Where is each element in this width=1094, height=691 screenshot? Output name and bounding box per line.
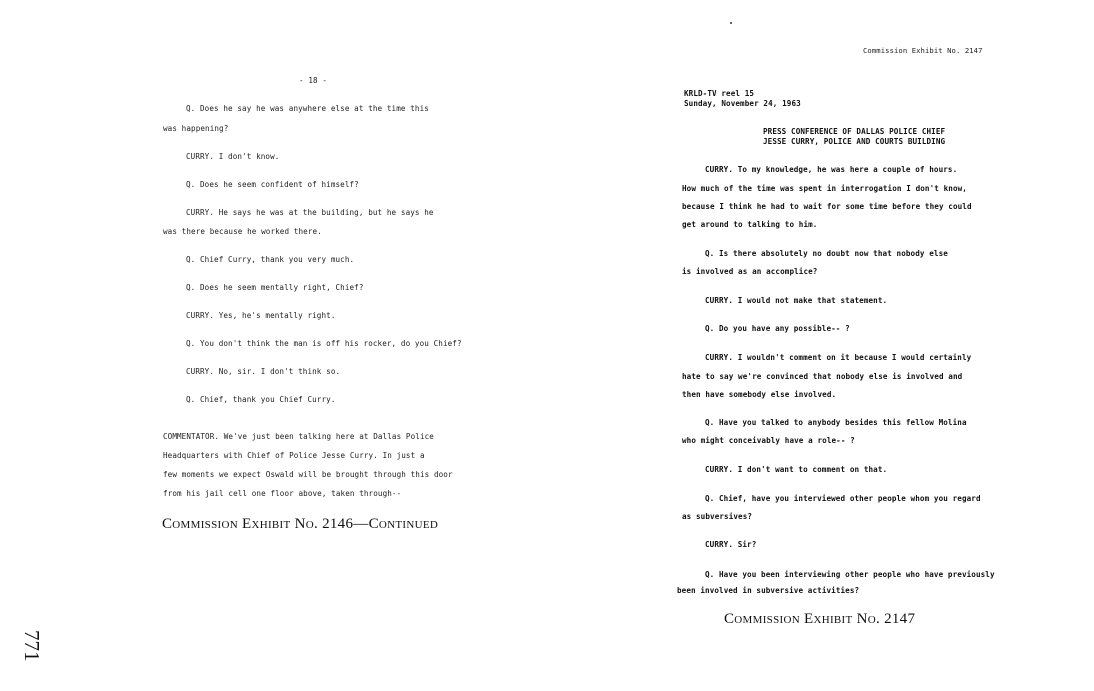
transcript-line: How much of the time was spent in interrogation I don't know, — [682, 184, 967, 193]
document-title: PRESS CONFERENCE OF DALLAS POLICE CHIEF — [763, 127, 946, 136]
transcript-line: as subversives? — [682, 512, 753, 521]
transcript-line: from his jail cell one floor above, taken through-- — [163, 489, 402, 498]
transcript-line: CURRY. I don't know. — [186, 152, 280, 161]
transcript-line: was there because he worked there. — [163, 227, 322, 236]
transcript-line: Q. You don't think the man is off his rocker, do you Chief? — [186, 339, 462, 348]
transcript-line: Q. Is there absolutely no doubt now that nobody else — [705, 249, 948, 258]
transcript-line: Q. Does he seem mentally right, Chief? — [186, 283, 364, 292]
transcript-line: CURRY. Sir? — [705, 540, 757, 549]
source-date: Sunday, November 24, 1963 — [684, 99, 801, 108]
transcript-line: Q. Does he say he was anywhere else at the time this — [186, 104, 429, 113]
margin-page-number: 771 — [20, 630, 44, 662]
exhibit-caption: Commission Exhibit No. 2147 — [724, 611, 916, 627]
transcript-line: CURRY. To my knowledge, he was here a couple of hours. — [705, 165, 958, 174]
transcript-line: Q. Chief, thank you Chief Curry. — [186, 395, 336, 404]
transcript-line: CURRY. I don't want to comment on that. — [705, 465, 888, 474]
exhibit-header: Commission Exhibit No. 2147 — [863, 46, 983, 55]
transcript-line: get around to talking to him. — [682, 220, 818, 229]
transcript-line: is involved as an accomplice? — [682, 267, 818, 276]
source-reel: KRLD-TV reel 15 — [684, 89, 755, 98]
transcript-line: hate to say we're convinced that nobody else is involved and — [682, 372, 963, 381]
transcript-line: Q. Does he seem confident of himself? — [186, 180, 359, 189]
transcript-line: Q. Have you been interviewing other people who have previously — [705, 570, 995, 579]
transcript-line: CURRY. I would not make that statement. — [705, 296, 888, 305]
transcript-line: Headquarters with Chief of Police Jesse Curry. In just a — [163, 451, 425, 460]
transcript-line: Q. Chief Curry, thank you very much. — [186, 255, 355, 264]
transcript-line: CURRY. Yes, he's mentally right. — [186, 311, 336, 320]
transcript-line: then have somebody else involved. — [682, 390, 837, 399]
transcript-line: COMMENTATOR. We've just been talking here at Dallas Police — [163, 432, 434, 441]
transcript-line: CURRY. No, sir. I don't think so. — [186, 367, 341, 376]
page-number: - 18 - — [299, 76, 328, 85]
exhibit-caption: Commission Exhibit No. 2146—Continued — [162, 516, 439, 532]
transcript-line: was happening? — [163, 124, 229, 133]
transcript-line: because I think he had to wait for some time before they could — [682, 202, 972, 211]
scan-speck — [730, 22, 732, 24]
document-title: JESSE CURRY, POLICE AND COURTS BUILDING — [763, 137, 946, 146]
transcript-line: CURRY. I wouldn't comment on it because I would certainly — [705, 353, 972, 362]
transcript-line: Q. Chief, have you interviewed other people whom you regard — [705, 494, 981, 503]
transcript-line: who might conceivably have a role-- ? — [682, 436, 855, 445]
right-page — [547, 0, 1094, 691]
transcript-line: CURRY. He says he was at the building, but he says he — [186, 208, 434, 217]
transcript-line: Q. Do you have any possible-- ? — [705, 324, 850, 333]
transcript-line: few moments we expect Oswald will be brought through this door — [163, 470, 453, 479]
transcript-line: been involved in subversive activities? — [677, 586, 860, 595]
transcript-line: Q. Have you talked to anybody besides this fellow Molina — [705, 418, 967, 427]
